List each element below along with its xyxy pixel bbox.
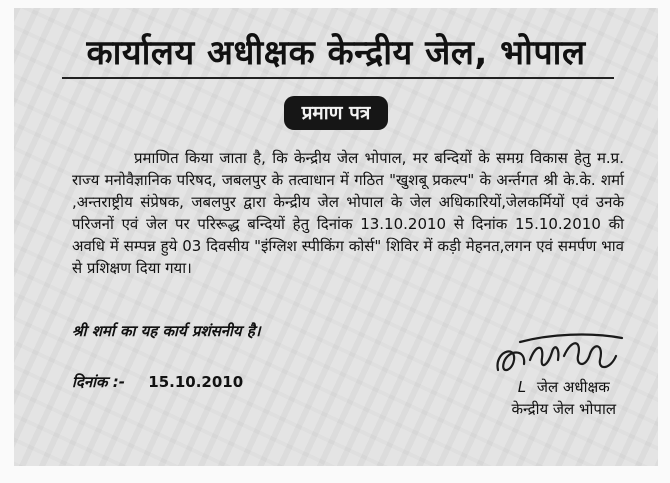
title-underline — [62, 77, 614, 79]
certificate-body — [72, 147, 624, 279]
appreciation-line: श्री शर्मा का यह कार्य प्रशंसनीय है। — [72, 322, 261, 340]
certificate-badge: प्रमाण पत्र — [284, 96, 389, 130]
signatory-office: केन्द्रीय जेल भोपाल — [511, 400, 616, 418]
certificate-paragraph: प्रमाणित किया जाता है, कि केन्द्रीय जेल भोपाल, मर बन्दियों के समग्र विकास हेतु म.प्र. राज्य मनोवैज्ञानिक परिषद, जबलपुर के तत्वाधान में गठित "खुशबू प्रकल्प" के अर्न्तगत श्री के.के. शर्मा ,अन्तराष्ट्रीय संप्रेषक, जबलपुर द्वारा केन्द्रीय जेल भोपाल के जेल अधिकारियों,जेलकर्मियों एवं उनके परिजनों एवं जेल पर परिरूद्ध बन्दियों हेतु दिनांक 13.10.2010 से दिनांक 15.10.2010 की अवधि में सम्पन्न हुये 03 दिवसीय "इंग्लिश स्पीकिंग कोर्स" शिविर में कड़ी मेहनत,लगन एवं समर्पण भाव से प्रशिक्षण दिया गया। — [72, 149, 624, 277]
certificate-document — [14, 8, 658, 466]
date-value: 15.10.2010 — [148, 373, 244, 391]
date-label: दिनांक :- — [72, 373, 126, 391]
date-row — [72, 372, 243, 392]
initial-mark: L — [517, 378, 527, 396]
handwritten-signature — [490, 330, 630, 382]
office-title: कार्यालय अधीक्षक केन्द्रीय जेल, भोपाल — [86, 33, 586, 73]
signatory-title: जेल अधीक्षक — [536, 378, 610, 396]
signatory-block — [511, 376, 616, 420]
